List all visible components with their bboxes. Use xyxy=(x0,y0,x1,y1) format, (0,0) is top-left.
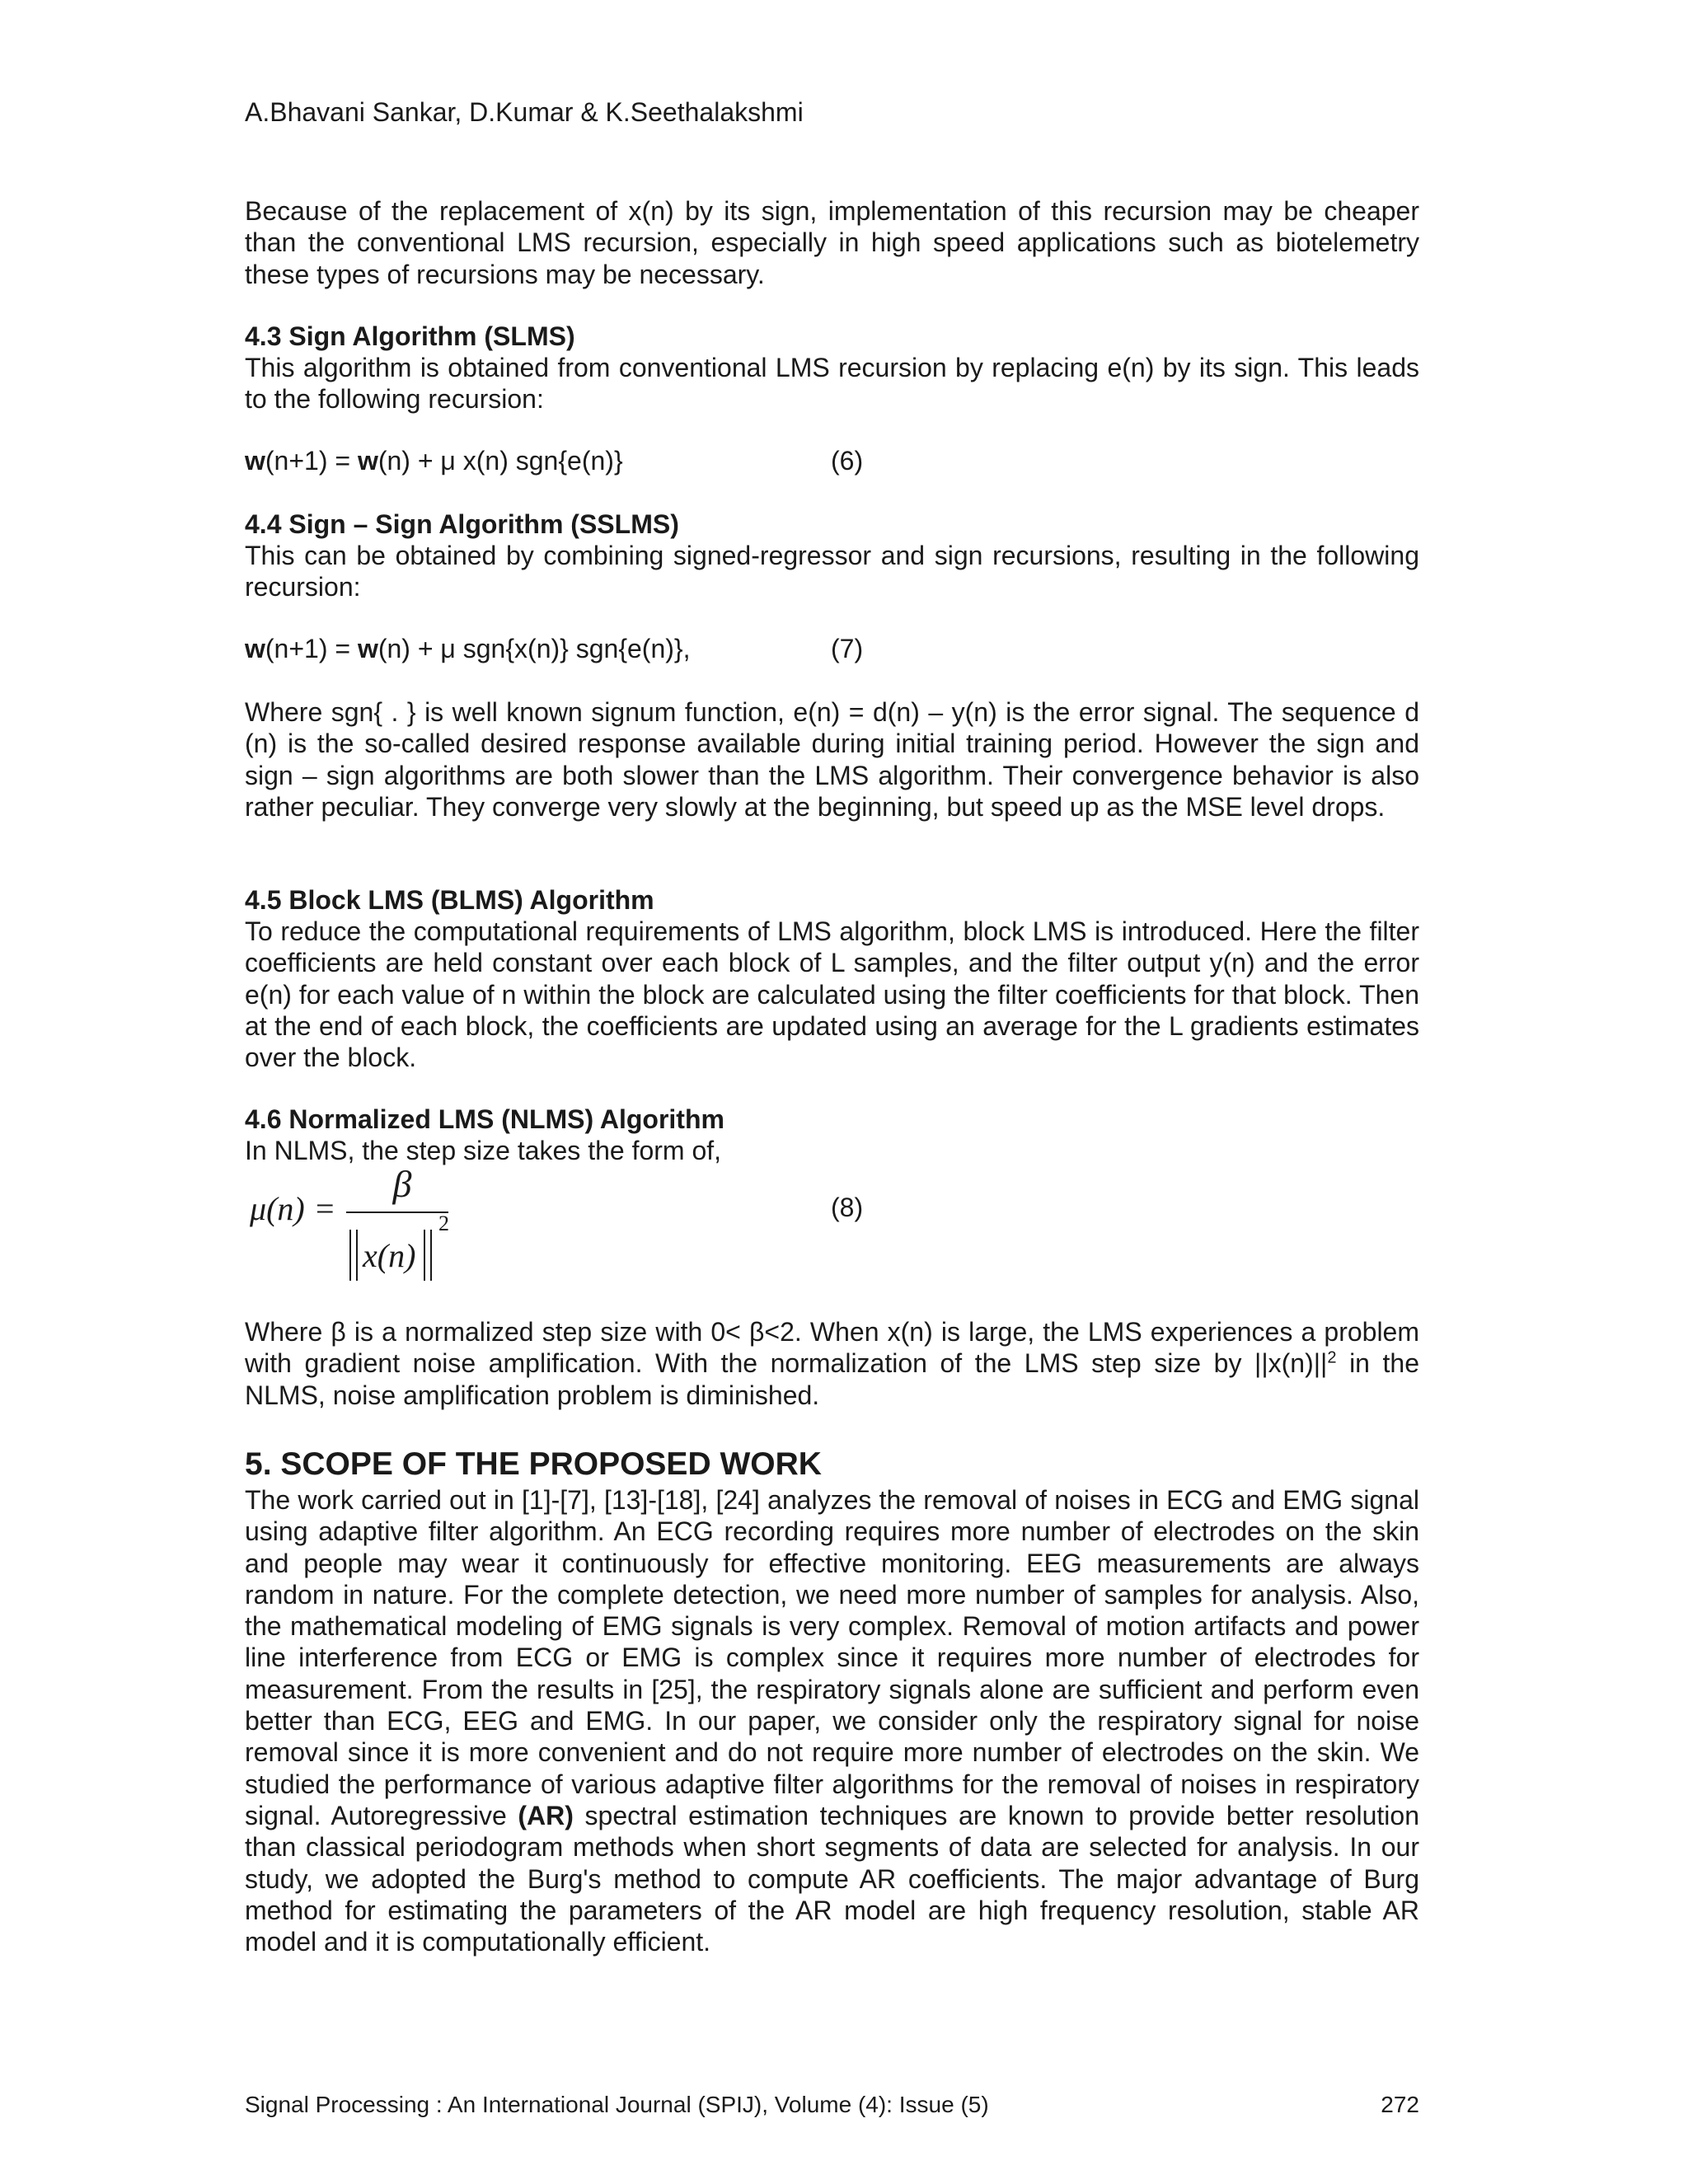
equation-7-w2: w xyxy=(357,634,378,663)
section-5-text-bold: (AR) xyxy=(518,1800,574,1830)
equation-7-w1: w xyxy=(245,634,265,663)
equation-7-rest: (n) + μ sgn{x(n)} sgn{e(n)}, xyxy=(377,634,691,663)
norm-right-bars xyxy=(424,1230,432,1281)
section-5-heading: 5. SCOPE OF THE PROPOSED WORK xyxy=(245,1446,822,1482)
norm-left-bars xyxy=(349,1230,358,1281)
norm-squared-superscript: 2 xyxy=(1327,1348,1337,1367)
equation-8-denominator xyxy=(346,1212,449,1279)
equation-6-w1: w xyxy=(245,446,265,476)
equation-8-exponent: 2 xyxy=(438,1212,449,1235)
section-5-text-part1: The work carried out in [1]-[7], [13]-[18], [24] analyzes the removal of noises in ECG and EMG signal using adaptive filter algorithm. An ECG recording requires more number of electrodes on the skin and people may wear it continuously for effective monitoring. EEG measurements are always random in nature. For the complete detection, we need more number of samples for analysis. Also, the mathematical modeling of EMG signals is very complex. Removal of motion artifacts and power line interference from ECG or EMG is complex since it requires more number of electrodes for measurement. From the results in [25], the respiratory signals alone are sufficient and perform even better than ECG, EEG and EMG. In our paper, we consider only the respiratory signal for noise removal since it is more convenient and do not require more number of electrodes on the skin. We studied the performance of various adaptive filter algorithms for the removal of noises in respiratory signal. Autoregressive xyxy=(245,1485,1419,1830)
section-4-3-text: This algorithm is obtained from conventional LMS recursion by replacing e(n) by its sign. This leads to the following recursion: xyxy=(245,353,1419,415)
equation-7-number: (7) xyxy=(831,634,864,663)
equation-6-w2: w xyxy=(357,446,378,476)
equation-8-number: (8) xyxy=(831,1193,864,1222)
section-4-6-after-text xyxy=(245,1316,1419,1411)
fraction-bar xyxy=(346,1212,448,1213)
equation-7-mid: (n+1) = xyxy=(265,634,358,663)
section-4-3-heading: 4.3 Sign Algorithm (SLMS) xyxy=(245,321,575,351)
running-header-authors: A.Bhavani Sankar, D.Kumar & K.Seethalakshmi xyxy=(245,97,804,127)
equation-6-rest: (n) + μ x(n) sgn{e(n)} xyxy=(377,446,623,476)
equation-8-numerator: β xyxy=(392,1163,412,1205)
page-footer xyxy=(245,2091,1419,2119)
section-4-6-text: In NLMS, the step size takes the form of, xyxy=(245,1136,722,1165)
section-5-text-part2: spectral estimation techniques are known to provide better resolution than classical periodogram methods when short segments of data are selected for analysis. In our study, we adopted the Burg's method to compute AR coefficients. The major advantage of Burg method for estimating the parameters of the AR model are high frequency resolution, stable AR model and it is computationally efficient. xyxy=(245,1800,1420,1957)
section-4-4-after-text: Where sgn{ . } is well known signum function, e(n) = d(n) – y(n) is the error signal. The sequence d (n) is the so-called desired response available during initial training period. However the sign and sign – sign algorithms are both slower than the LMS algorithm. Their convergence behavior is also rather peculiar. They converge very slowly at the beginning, but speed up as the MSE level drops. xyxy=(245,697,1419,822)
equation-6-mid: (n+1) = xyxy=(265,446,358,476)
equation-8-lhs: μ(n) xyxy=(250,1190,305,1227)
section-5-text xyxy=(245,1484,1419,1957)
equation-6 xyxy=(245,444,623,477)
section-4-6-after-text-main: Where β is a normalized step size with 0< β<2. When x(n) is large, the LMS experiences a problem with gradient noise amplification. With the normalization of the LMS step size by ||x(n)|| xyxy=(245,1317,1419,1379)
equation-7 xyxy=(245,632,690,665)
equation-6-number: (6) xyxy=(831,446,864,476)
section-4-4-heading: 4.4 Sign – Sign Algorithm (SSLMS) xyxy=(245,509,679,539)
footer-page-number: 272 xyxy=(1381,2092,1419,2117)
section-4-4-text: This can be obtained by combining signed-regressor and sign recursions, resulting in the following recursion: xyxy=(245,541,1419,602)
intro-paragraph: Because of the replacement of x(n) by its sign, implementation of this recursion may be cheaper than the conventional LMS recursion, especially in high speed applications such as biotelemetry these types of recursions may be necessary. xyxy=(245,196,1419,289)
section-4-6-heading: 4.6 Normalized LMS (NLMS) Algorithm xyxy=(245,1104,724,1134)
equation-8-equals: = xyxy=(316,1190,335,1227)
section-4-6-after-text-end: in the NLMS, noise amplification problem is diminished. xyxy=(245,1348,1420,1410)
section-4-5-heading: 4.5 Block LMS (BLMS) Algorithm xyxy=(245,885,654,915)
section-4-5-text: To reduce the computational requirements of LMS algorithm, block LMS is introduced. Here the filter coefficients are held constant over each block of L samples, and the filter output y(n) and the error e(n) for each value of n within the block are calculated using the filter coefficients for that block. Then at the end of each block, the coefficients are updated using an average for the L gradients estimates over the block. xyxy=(245,916,1419,1073)
equation-8-denominator-text: x(n) xyxy=(363,1237,416,1274)
footer-journal: Signal Processing : An International Journal (SPIJ), Volume (4): Issue (5) xyxy=(245,2092,989,2117)
